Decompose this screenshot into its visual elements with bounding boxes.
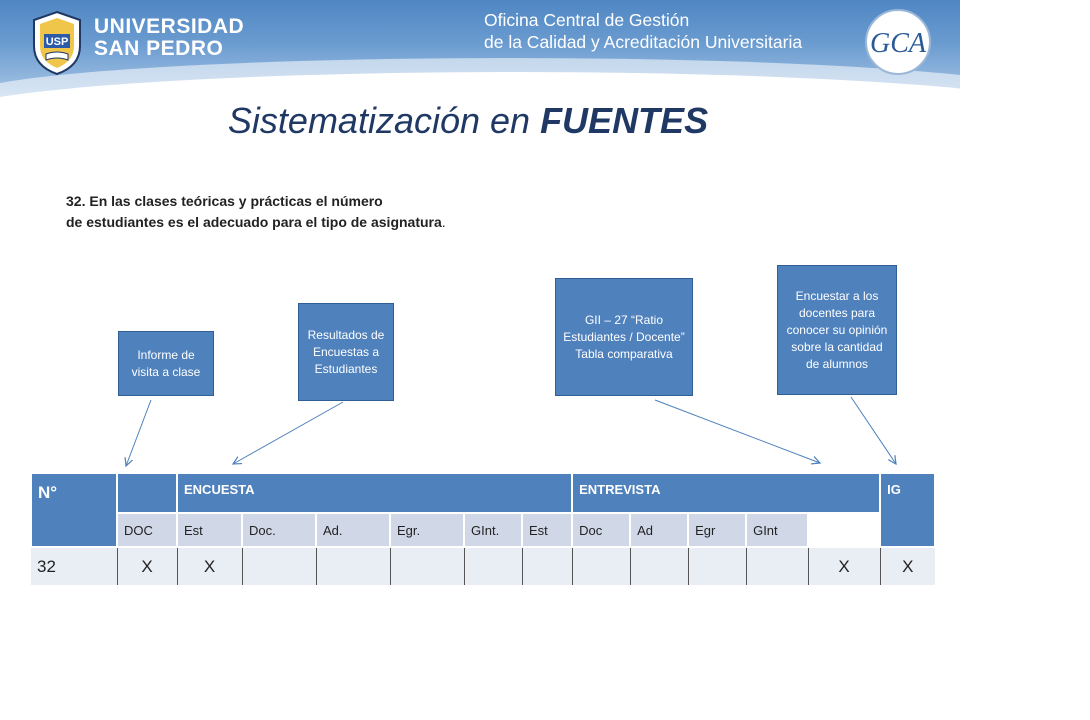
table-subheader-row (31, 513, 935, 547)
callout-encuestar-docentes: Encuestar a los docentes para conocer su opinión sobre la cantidad de alumnos (777, 265, 897, 395)
table-row (31, 547, 935, 585)
row-cell (242, 547, 316, 585)
subheader-cell: Ad. (316, 513, 390, 547)
subheader-cell: Est (522, 513, 572, 547)
row-cuest: X (880, 547, 935, 585)
row-cell (572, 547, 630, 585)
page-title: Sistematización en FUENTES (227, 100, 709, 141)
row-cell (464, 547, 522, 585)
arrow-informe (126, 400, 151, 466)
header-num: N° (31, 473, 117, 547)
svg-text:USP: USP (45, 36, 69, 48)
row-cell (746, 547, 808, 585)
arrow-encuestar (851, 397, 896, 464)
row-cell (390, 547, 464, 585)
table-header-row: N° ENCUESTA ENTREVISTA IG CUE ST. (31, 473, 935, 513)
header-blank (117, 473, 177, 513)
subheader-cell: DOC (117, 513, 177, 547)
subheader-cell: GInt. (464, 513, 522, 547)
header-entrevista: ENTREVISTA (572, 473, 880, 513)
row-cell (522, 547, 572, 585)
university-name: UNIVERSIDAD SAN PEDRO (94, 15, 245, 60)
callout-resultados-encuestas: Resultados de Encuestas a Estudiantes (298, 303, 394, 401)
subheader-cell: Ad (630, 513, 688, 547)
header-ig: IG (880, 473, 935, 547)
row-ig: X (808, 547, 880, 585)
row-cell (316, 547, 390, 585)
row-cell (630, 547, 688, 585)
subheader-cell: Egr. (390, 513, 464, 547)
svg-text:GCA: GCA (870, 28, 926, 59)
row-cell (688, 547, 746, 585)
row-num: 32 (31, 547, 117, 585)
subheader-cell: Doc. (242, 513, 316, 547)
arrow-ratio (655, 400, 820, 463)
office-name: Oficina Central de Gestión de la Calidad y Acreditación Universitaria (484, 10, 803, 52)
subheader-cell: Egr (688, 513, 746, 547)
row-cell: X (117, 547, 177, 585)
subheader-cell: Doc (572, 513, 630, 547)
arrow-resultados (233, 402, 343, 464)
header-encuesta: ENCUESTA (177, 473, 572, 513)
subheader-cell: GInt (746, 513, 808, 547)
question-text: 32. En las clases teóricas y prácticas el número de estudiantes es el adecuado para el tipo de asignatura. (66, 193, 446, 230)
sources-table (30, 472, 970, 585)
callout-informe-visita: Informe de visita a clase (118, 331, 214, 396)
row-cell: X (177, 547, 242, 585)
callout-ratio-estudiantes: GII – 27 “Ratio Estudiantes / Docente” Tabla comparativa (555, 278, 693, 396)
subheader-cell: Est (177, 513, 242, 547)
